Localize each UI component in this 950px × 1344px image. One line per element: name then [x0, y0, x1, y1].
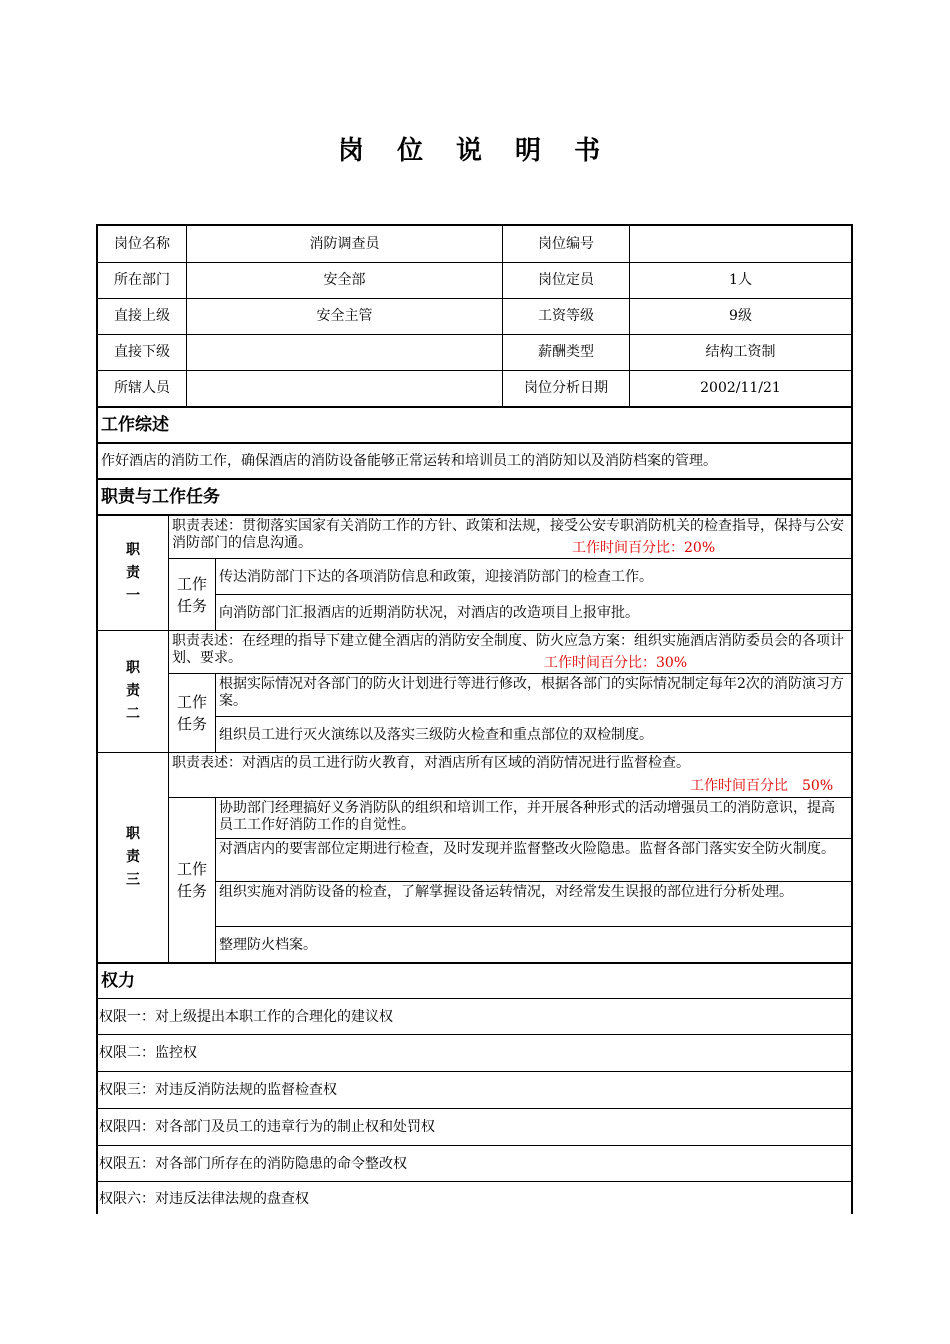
- authority-item: 权限一：对上级提出本职工作的合理化的建议权: [99, 1008, 393, 1025]
- field-label: 所在部门: [114, 272, 170, 288]
- task-label: 工作 任务: [176, 860, 207, 900]
- task-item: 组织实施对消防设备的检查，了解掌握设备运转情况，对经常发生误报的部位进行分析处理。: [219, 884, 793, 900]
- time-share: 工作时间百分比 50%: [690, 778, 834, 794]
- field-label: 岗位分析日期: [524, 380, 608, 396]
- field-value: [187, 370, 502, 406]
- task-item: 对酒店内的要害部位定期进行检查，及时发现并监督整改火险隐患。监督各部门落实安全防火制度。: [219, 841, 835, 857]
- field-label: 岗位定员: [538, 272, 594, 288]
- authority-item: 权限四：对各部门及员工的违章行为的制止权和处罚权: [99, 1119, 435, 1135]
- field-value: [187, 334, 502, 370]
- duties-heading: 职责与工作任务: [101, 487, 220, 507]
- task-item: 协助部门经理搞好义务消防队的组织和培训工作，并开展各种形式的活动增强员工的消防意识，提高员工工作好消防工作的自觉性。: [219, 800, 835, 833]
- job-description-table: [96, 224, 853, 1214]
- time-share: 工作时间百分比：30%: [544, 655, 688, 671]
- task-item: 根据实际情况对各部门的防火计划进行等进行修改，根据各部门的实际情况制定每年2次的消防演习方案。: [219, 676, 844, 709]
- authority-item: 权限二：监控权: [99, 1045, 197, 1061]
- field-value: [630, 226, 851, 262]
- duty-statement: 职责表述：贯彻落实国家有关消防工作的方针、政策和法规，接受公安专职消防机关的检查指导，保持与公安消防部门的信息沟通。: [172, 518, 844, 551]
- field-value: 9级: [729, 308, 752, 324]
- authority-item: 权限三：对违反消防法规的监督检查权: [99, 1082, 337, 1098]
- duty-label: 职 责 二: [126, 660, 140, 722]
- authority-item: 权限五：对各部门所存在的消防隐患的命令整改权: [99, 1155, 407, 1172]
- time-share: 工作时间百分比：20%: [572, 540, 716, 556]
- field-label: 所辖人员: [114, 380, 170, 396]
- task-item: 组织员工进行灭火演练以及落实三级防火检查和重点部位的双检制度。: [219, 726, 653, 743]
- field-label: 薪酬类型: [538, 344, 594, 360]
- field-label: 直接上级: [114, 308, 170, 324]
- duty-statement: 职责表述：在经理的指导下建立健全酒店的消防安全制度、防火应急方案：组织实施酒店消防委员会的各项计划、要求。: [172, 633, 844, 666]
- task-label: 工作 任务: [176, 693, 207, 733]
- field-value: 安全主管: [316, 308, 373, 324]
- duty-label: 职 责 三: [126, 826, 140, 888]
- task-label: 工作 任务: [176, 574, 207, 615]
- summary-heading: 工作综述: [101, 415, 169, 435]
- document-title: 岗 位 说 明 书: [337, 136, 613, 166]
- duty-statement: 职责表述：对酒店的员工进行防火教育，对酒店所有区域的消防情况进行监督检查。: [172, 755, 690, 771]
- task-item: 向消防部门汇报酒店的近期消防状况，对酒店的改造项目上报审批。: [219, 604, 639, 621]
- field-value: 2002/11/21: [700, 380, 781, 396]
- field-label: 岗位编号: [538, 236, 594, 252]
- task-item: 整理防火档案。: [219, 936, 317, 953]
- field-value: 结构工资制: [705, 344, 776, 360]
- authority-heading: 权力: [101, 971, 135, 991]
- authority-item: 权限六：对违反法律法规的盘查权: [99, 1191, 309, 1207]
- field-value: 安全部: [323, 272, 366, 288]
- duty-label: 职 责 一: [126, 541, 140, 604]
- summary-text: 作好酒店的消防工作，确保酒店的消防设备能够正常运转和培训员工的消防知以及消防档案的管理。: [101, 453, 717, 469]
- field-label: 工资等级: [538, 308, 594, 324]
- field-label: 直接下级: [114, 344, 170, 360]
- field-value: 消防调查员: [309, 236, 380, 252]
- field-label: 岗位名称: [114, 236, 170, 252]
- task-item: 传达消防部门下达的各项消防信息和政策，迎接消防部门的检查工作。: [219, 568, 653, 585]
- field-value: 1人: [729, 272, 752, 288]
